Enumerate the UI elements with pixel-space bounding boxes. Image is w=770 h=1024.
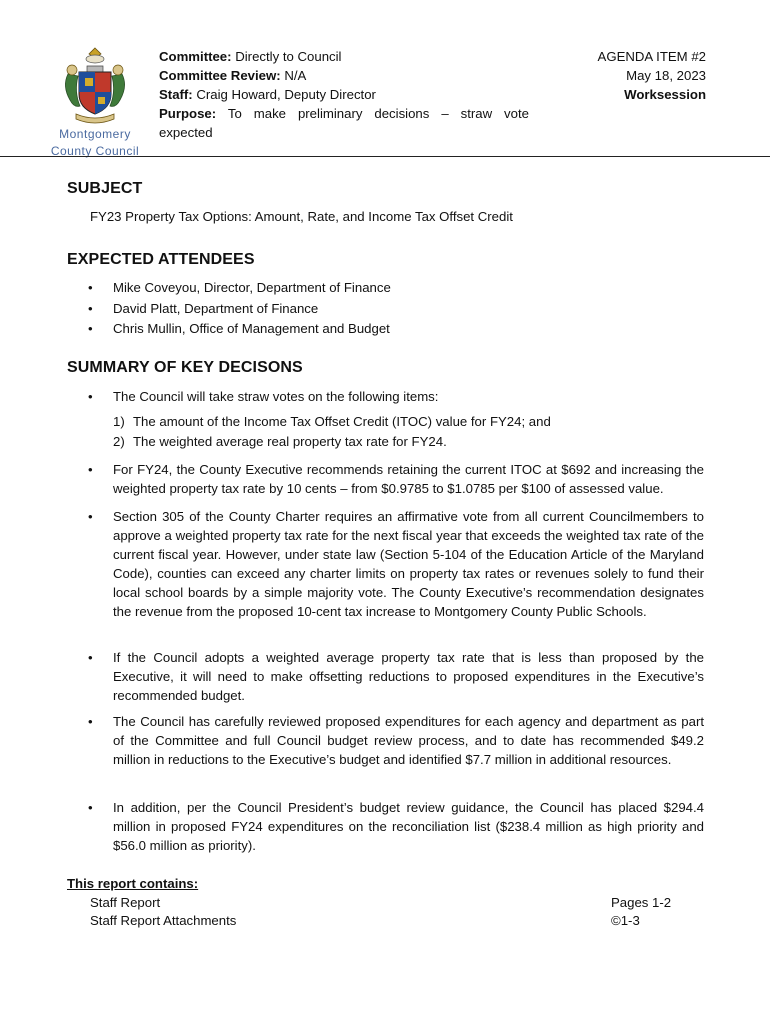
- bullet-text: If the Council adopts a weighted average property tax rate that is less than proposed by the Executive, it will need to make offsetting reductions to proposed expenditures in the Executive’s recommended budget.: [113, 650, 704, 703]
- staff-value: Craig Howard, Deputy Director: [196, 87, 376, 102]
- straw-vote-items: [88, 412, 704, 451]
- bullet-text: In addition, per the Council President’s budget review guidance, the Council has placed $294.4 million in proposed FY24 expenditures on the reconciliation list ($238.4 million as high priority and $56.0 million as priority).: [113, 800, 704, 853]
- list-item: [88, 319, 704, 340]
- logo-caption-line2: County Council: [50, 144, 140, 158]
- purpose-line: [159, 104, 529, 142]
- numbered-item: [113, 412, 704, 431]
- meeting-date: May 18, 2023: [626, 68, 706, 83]
- contents-row2-label: Staff Report Attachments: [90, 913, 237, 928]
- council-logo: [40, 44, 150, 160]
- attendee-name: Mike Coveyou, Director, Department of Finance: [113, 280, 391, 295]
- list-item: [88, 507, 704, 621]
- purpose-value: To make preliminary decisions – straw vote expected: [159, 106, 529, 140]
- bullet-icon: •: [88, 300, 93, 316]
- subject-text: FY23 Property Tax Options: Amount, Rate, and Income Tax Offset Credit: [90, 209, 513, 224]
- county-seal-icon: [54, 44, 136, 126]
- subject-section: [67, 180, 142, 198]
- subject-heading: SUBJECT: [67, 180, 143, 197]
- bullet-icon: •: [88, 462, 93, 477]
- list-item: [88, 299, 704, 320]
- attendees-section: [67, 251, 255, 269]
- bullet-text: The Council has carefully reviewed proposed expenditures for each agency and department as part of the Committee and full Council budget review process, and to date has recommended $49.2 million in reductions to the Executive’s budget and identified $7.7 million in additional resources.: [113, 714, 704, 767]
- agenda-info: [540, 47, 706, 104]
- bullet-icon: •: [88, 280, 93, 295]
- summary-bullet-5: [88, 712, 704, 769]
- numbered-item: [113, 432, 704, 451]
- contents-heading: This report contains:: [67, 876, 199, 891]
- committee-line: [159, 47, 529, 66]
- attendee-name: Chris Mullin, Office of Management and Budget: [113, 321, 390, 336]
- bullet-icon: •: [88, 650, 93, 665]
- summary-bullet-4: [88, 648, 704, 705]
- item-number: 2): [113, 434, 125, 449]
- meeting-details: [159, 47, 529, 142]
- contents-row1-label: Staff Report: [90, 895, 161, 910]
- bullet-icon: •: [88, 509, 93, 524]
- summary-bullet-1: [88, 387, 704, 451]
- contents-row1-pages: Pages 1-2: [611, 895, 672, 910]
- list-item: [88, 460, 704, 498]
- bullet-text: For FY24, the County Executive recommends retaining the current ITOC at $692 and increasing the weighted property tax rate by 10 cents – from $0.9785 to $1.0785 per $100 of assessed value.: [113, 462, 704, 496]
- review-label: Committee Review:: [159, 68, 281, 83]
- attendees-list: [88, 278, 704, 340]
- attendee-name: David Platt, Department of Finance: [113, 300, 319, 316]
- list-item: [88, 278, 704, 299]
- bullet-icon: •: [88, 800, 93, 815]
- session-type: Worksession: [624, 87, 706, 102]
- staff-label: Staff:: [159, 87, 193, 102]
- item-text: The weighted average real property tax rate for FY24.: [133, 434, 447, 449]
- list-item: [88, 648, 704, 705]
- purpose-label: Purpose:: [159, 106, 217, 121]
- review-line: [159, 66, 529, 85]
- list-item: [88, 712, 704, 769]
- attendees-heading: EXPECTED ATTENDEES: [67, 251, 255, 268]
- summary-bullet-2: [88, 460, 704, 498]
- summary-section: [67, 359, 303, 377]
- bullet-icon: •: [88, 321, 93, 336]
- committee-value: Directly to Council: [235, 49, 342, 64]
- summary-bullet-3: [88, 507, 704, 621]
- committee-label: Committee:: [159, 49, 232, 64]
- agenda-item-number: AGENDA ITEM #2: [597, 49, 706, 64]
- summary-bullet-6: [88, 798, 704, 855]
- list-item: [88, 387, 704, 406]
- item-number: 1): [113, 414, 125, 429]
- header-divider: [0, 156, 770, 157]
- bullet-icon: •: [88, 389, 93, 404]
- contents-row2-pages: ©1-3: [611, 913, 640, 928]
- bullet-icon: •: [88, 714, 93, 729]
- staff-line: [159, 85, 529, 104]
- list-item: [88, 798, 704, 855]
- item-text: The amount of the Income Tax Offset Credit (ITOC) value for FY24; and: [133, 414, 551, 429]
- summary-heading: SUMMARY OF KEY DECISONS: [67, 359, 303, 376]
- logo-caption-line1: Montgomery: [59, 127, 131, 141]
- bullet-text: Section 305 of the County Charter requires an affirmative vote from all current Councilmembers to approve a weighted property tax rate for the next fiscal year that exceeds the weighted tax rate of the current fiscal year. However, under state law (Section 5-104 of the Education Article of the Maryland Code), counties can exceed any charter limits on property tax rates or revenues solely to fund their local school boards by a simple majority vote. The County Executive’s recommendation designates the revenue from the proposed 10-cent tax increase to Montgomery County Public Schools.: [113, 509, 704, 619]
- bullet-text: The Council will take straw votes on the following items:: [113, 389, 439, 404]
- review-value: N/A: [284, 68, 307, 83]
